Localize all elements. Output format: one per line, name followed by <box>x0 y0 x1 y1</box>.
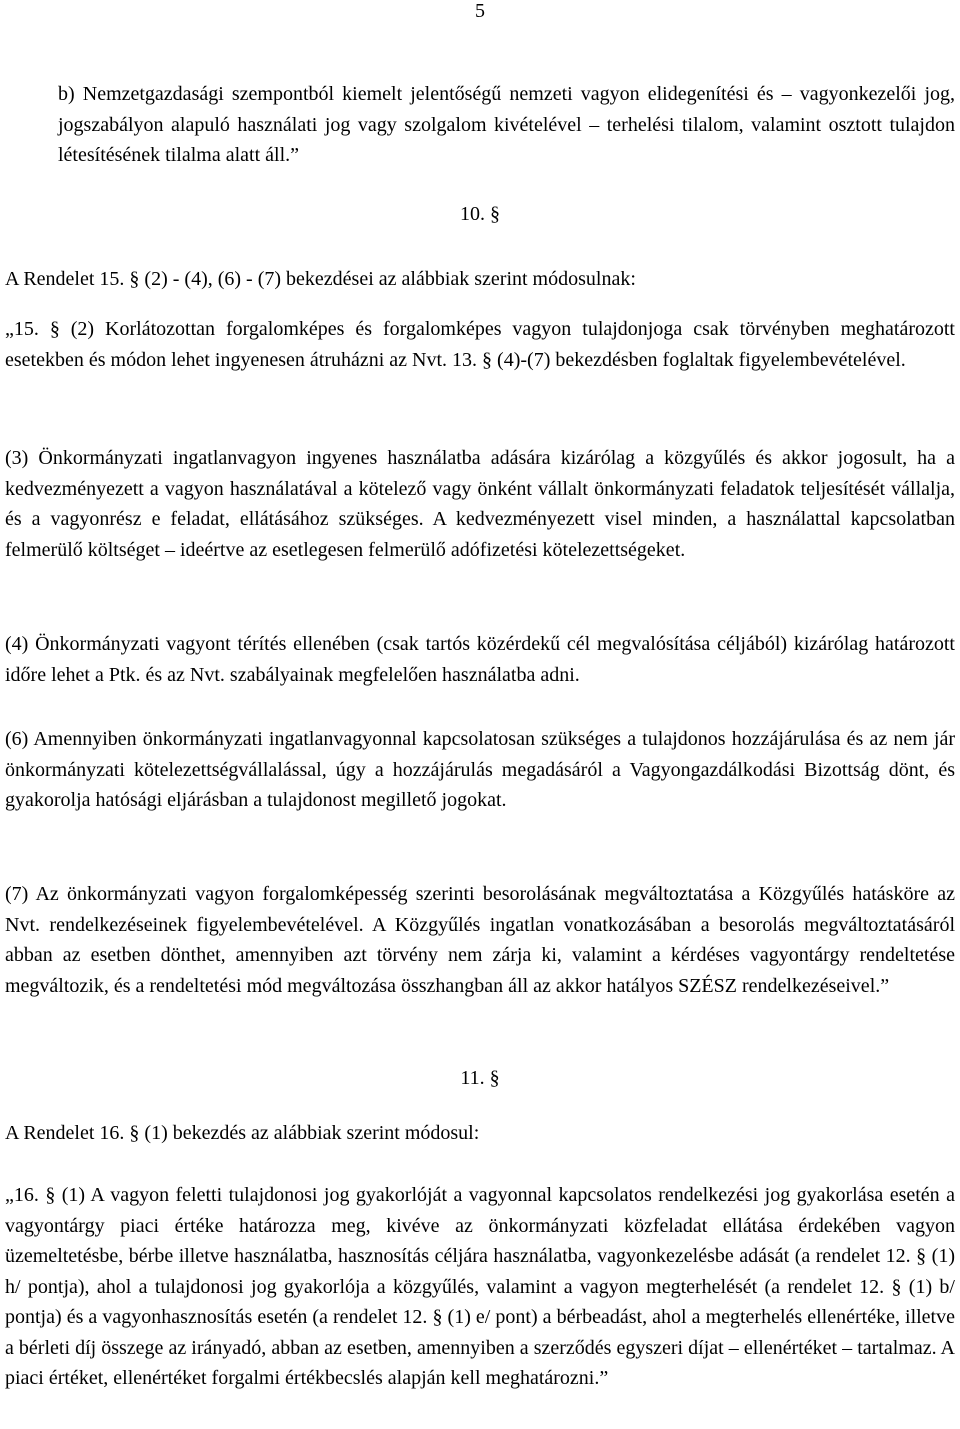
paragraph-15-7: (7) Az önkormányzati vagyon forgalomképesség szerinti besorolásának megváltoztatása a Közgyűlés hatásköre az Nvt. rendelkezéseinek figyelembevételével. A Közgyűlés ingatlan vonatkozásában a besorolás megváltoztatásáról abban az esetben dönthet, amennyiben azt törvény nem zárja ki, valamint a kérdéses vagyontárgy rendeltetése megváltozik, és a rendeltetési mód megváltozása összhangban áll az akkor hatályos SZÉSZ rendelkezéseivel.” <box>5 883 955 997</box>
paragraph-b-point: b) Nemzetgazdasági szempontból kiemelt jelentőségű nemzeti vagyon elidegenítési és – vagyonkezelői jog, jogszabályon alapuló használati jog vagy szolgalom kivételével – terhelési tilalom, valamint osztott tulajdon létesítésének tilalma alatt áll.” <box>58 83 955 166</box>
paragraph-15-2: „15. § (2) Korlátozottan forgalomképes és forgalomképes vagyon tulajdonjoga csak törvényben meghatározott esetekben és módon lehet ingyenesen átruházni az Nvt. 13. § (4)-(7) bekezdésben foglaltak figyelembevételével. <box>5 318 955 371</box>
section-10-intro: A Rendelet 15. § (2) - (4), (6) - (7) bekezdései az alábbiak szerint módosulnak: <box>5 268 636 290</box>
paragraph-15-6: (6) Amennyiben önkormányzati ingatlanvagyonnal kapcsolatosan szükséges a tulajdonos hozzájárulása és az nem jár önkormányzati kötelezettségvállalással, úgy a hozzájárulás megadásáról a Vagyongazdálkodási Bizottság dönt, és gyakorolja hatósági eljárásban a tulajdonost megillető jogokat. <box>5 728 955 811</box>
page-number: 5 <box>475 0 485 22</box>
paragraph-15-4: (4) Önkormányzati vagyont térítés ellenében (csak tartós közérdekű cél megvalósítása céljából) kizárólag határozott időre lehet a Ptk. és az Nvt. szabályainak megfelelően használatba adni. <box>5 633 955 686</box>
paragraph-16-1: „16. § (1) A vagyon feletti tulajdonosi jog gyakorlóját a vagyonnal kapcsolatos rendelkezési jog gyakorlása esetén a vagyontárgy piaci értéke határozza meg, kivéve az önkormányzati közfeladat ellátása érdekében vagyon üzemeltetésbe, bérbe illetve használatba, hasznosítás céljára használatba, vagyonkezelésbe adását (a rendelet 12. § (1) h/ pontja), ahol a tulajdonosi jog gyakorlója a közgyűlés, valamint a vagyon megterhelését (a rendelet 12. § (1) b/ pontja) és a vagyonhasznosítás esetén (a rendelet 12. § (1) e/ pont) a bérbeadást, ahol a megterhelés ellenértéke, illetve a bérleti díj összege az irányadó, abban az esetben, amennyiben a szerződés egyszeri díjat – ellenértéket – tartalmaz. A piaci értéket, ellenértéket forgalmi értékbecslés alapján kell meghatározni.” <box>5 1184 955 1389</box>
section-11-intro: A Rendelet 16. § (1) bekezdés az alábbiak szerint módosul: <box>5 1122 480 1144</box>
section-11-heading: 11. § <box>460 1067 500 1089</box>
section-10-heading: 10. § <box>460 203 500 225</box>
paragraph-15-3: (3) Önkormányzati ingatlanvagyon ingyenes használatba adására kizárólag a közgyűlés és akkor jogosult, ha a kedvezményezett a vagyon használatával a kötelező vagy önként vállalt önkormányzati feladatok teljesítését vállalja, és a vagyonrész e feladat, ellátásához szükséges. A kedvezményezett visel minden, a használattal kapcsolatban felmerülő költséget – ideértve az esetlegesen felmerülő adófizetési kötelezettségeket. <box>5 447 955 561</box>
